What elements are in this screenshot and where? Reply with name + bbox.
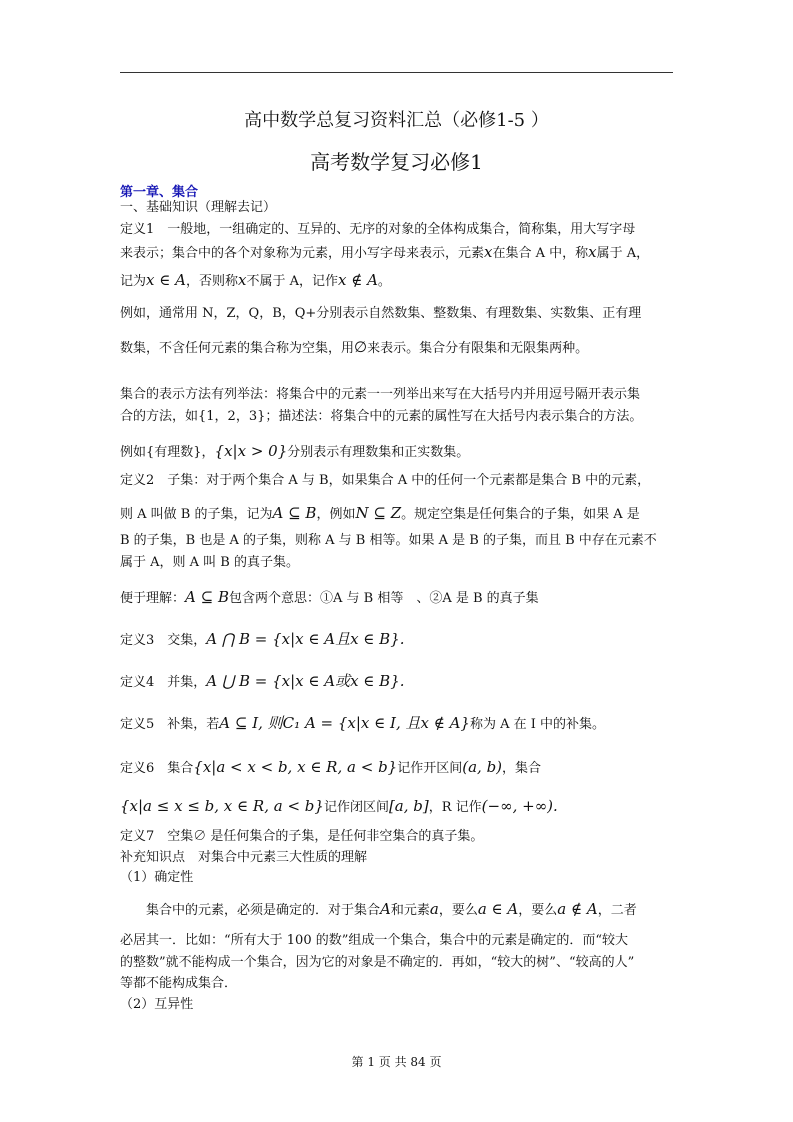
text: 记作开区间: [397, 761, 463, 776]
math: a ∈ A: [477, 900, 519, 918]
chapter-heading: 第一章、集合: [120, 185, 199, 200]
text: 记为: [120, 274, 147, 289]
text: 例如{有理数}，: [120, 445, 215, 460]
text: 在集合 A 中，称: [492, 246, 589, 261]
document-title: 高中数学总复习资料汇总（必修1-5 ）: [244, 110, 549, 131]
text: ，例如: [316, 507, 356, 522]
text: 集合中的元素，必须是确定的．对于集合: [146, 903, 381, 918]
empty-set-symbol: ∅: [354, 340, 368, 356]
math: {x|a ≤ x ≤ b, x ∈ R, a < b}: [120, 797, 324, 815]
property-line: 必居其一．比如：“所有大于 100 的数”组成一个集合，集合中的元素是确定的．而“较大: [120, 933, 629, 948]
property-line: 的整数”就不能构成一个集合，因为它的对象是不确定的．再如，“较大的树”、“较高的人”: [120, 955, 635, 970]
definition-3-line: [120, 628, 405, 652]
document-subtitle: 高考数学复习必修1: [310, 150, 483, 174]
definition-2-line: B 的子集，B 也是 A 的子集，则称 A 与 B 相等。如果 A 是 B 的子集，而且 B 中存在元素不: [120, 533, 657, 548]
property-line: 等都不能构成集合．: [120, 976, 238, 991]
text: 记作闭区间: [323, 800, 389, 815]
text: 。: [377, 274, 391, 289]
text: 定义4 并集，: [120, 675, 207, 690]
definition-6-line: [120, 756, 541, 780]
math: a ∉ A: [557, 900, 598, 918]
text: 来表示。集合分有限集和无限集两种。: [367, 341, 589, 356]
definition-5-line: [120, 712, 605, 736]
representation-line: 合的方法，如{1，2，3}；描述法：将集合中的元素的属性写在大括号内表示集合的方法。: [120, 409, 643, 424]
text: ，要么: [518, 903, 558, 918]
text: 包含两个意思：①A 与 B 相等 、②A 是 B 的真子集: [228, 591, 539, 606]
representation-line: 集合的表示方法有列举法：将集合中的元素一一列举出来写在大括号内并用逗号隔开表示集: [120, 387, 641, 402]
header-rule: [120, 72, 673, 73]
text: 数集，不含任何元素的集合称为空集，用: [120, 341, 355, 356]
definition-4-line: [120, 670, 405, 694]
text: 称为 A 在 I 中的补集。: [469, 717, 606, 732]
page-footer: 第 1 页 共 84 页: [351, 1055, 442, 1069]
text: 不属于 A，记作: [246, 274, 338, 289]
definition-1-line: [120, 269, 391, 293]
example-line: 例如，通常用 N，Z，Q，B，Q+分别表示自然数集、整数集、有理数集、实数集、正有理: [120, 306, 642, 321]
math: A: [380, 900, 391, 918]
math: x: [237, 271, 247, 289]
math: (−∞, +∞).: [481, 797, 558, 815]
supplement-heading: 补充知识点 对集合中元素三大性质的理解: [120, 850, 368, 865]
math: A ⋃ B = {x|x ∈ A或x ∈ B}.: [206, 672, 405, 690]
text: 分别表示有理数集和正实数集。: [287, 445, 470, 460]
text: 则 A 叫做 B 的子集，记为: [120, 507, 273, 522]
math: (a, b): [462, 758, 503, 776]
math: a: [429, 900, 439, 918]
math: A ⊆ B: [185, 588, 229, 606]
representation-line: [120, 440, 469, 464]
section-heading: 一、基础知识（理解去记）: [120, 200, 277, 215]
text: 来表示；集合中的各个对象称为元素，用小写字母来表示，元素: [120, 246, 485, 261]
math: {x|a < x < b, x ∈ R, a < b}: [193, 758, 398, 776]
math: x: [588, 243, 597, 261]
math: x: [484, 243, 493, 261]
text: 。规定空集是任何集合的子集，如果 A 是: [401, 507, 640, 522]
text: 便于理解：: [120, 591, 186, 606]
text: 和元素: [390, 903, 430, 918]
math: A ⊆ I, 则C₁ A = {x|x ∈ I, 且x ∉ A}: [219, 714, 470, 732]
text: 定义6 集合: [120, 761, 194, 776]
definition-7-line: 定义7 空集∅ 是任何集合的子集，是任何非空集合的真子集。: [120, 829, 484, 844]
math: x ∉ A: [337, 271, 378, 289]
math: N ⊆ Z: [355, 504, 402, 522]
property-line: [120, 898, 637, 922]
understanding-line: [120, 586, 539, 610]
math: x ∈ A: [146, 271, 186, 289]
definition-2-line: 属于 A，则 A 叫 B 的真子集。: [120, 555, 299, 570]
math: {x|x > 0}: [214, 442, 288, 460]
text: ，要么: [438, 903, 478, 918]
text: ，R 记作: [428, 800, 482, 815]
property-heading: （2）互异性: [120, 997, 194, 1012]
text: 属于 A，: [596, 246, 650, 261]
text: 定义5 补集，若: [120, 717, 220, 732]
text: ，否则称: [185, 274, 238, 289]
text: 定义3 交集，: [120, 633, 207, 648]
definition-1-line: [120, 241, 649, 265]
definition-1-line: 定义1 一般地，一组确定的、互异的、无序的对象的全体构成集合，简称集，用大写字母: [120, 222, 636, 237]
property-heading: （1）确定性: [120, 870, 194, 885]
math: A ⋂ B = {x|x ∈ A且x ∈ B}.: [206, 630, 405, 648]
text: ，集合: [502, 761, 542, 776]
example-line: [120, 337, 588, 360]
math: [a, b]: [388, 797, 429, 815]
definition-6-line: [120, 795, 558, 819]
definition-2-line: 定义2 子集：对于两个集合 A 与 B，如果集合 A 中的任何一个元素都是集合 B 中的元素，: [120, 473, 651, 488]
math: A ⊆ B: [272, 504, 317, 522]
definition-2-line: [120, 502, 640, 526]
text: ，二者: [597, 903, 637, 918]
